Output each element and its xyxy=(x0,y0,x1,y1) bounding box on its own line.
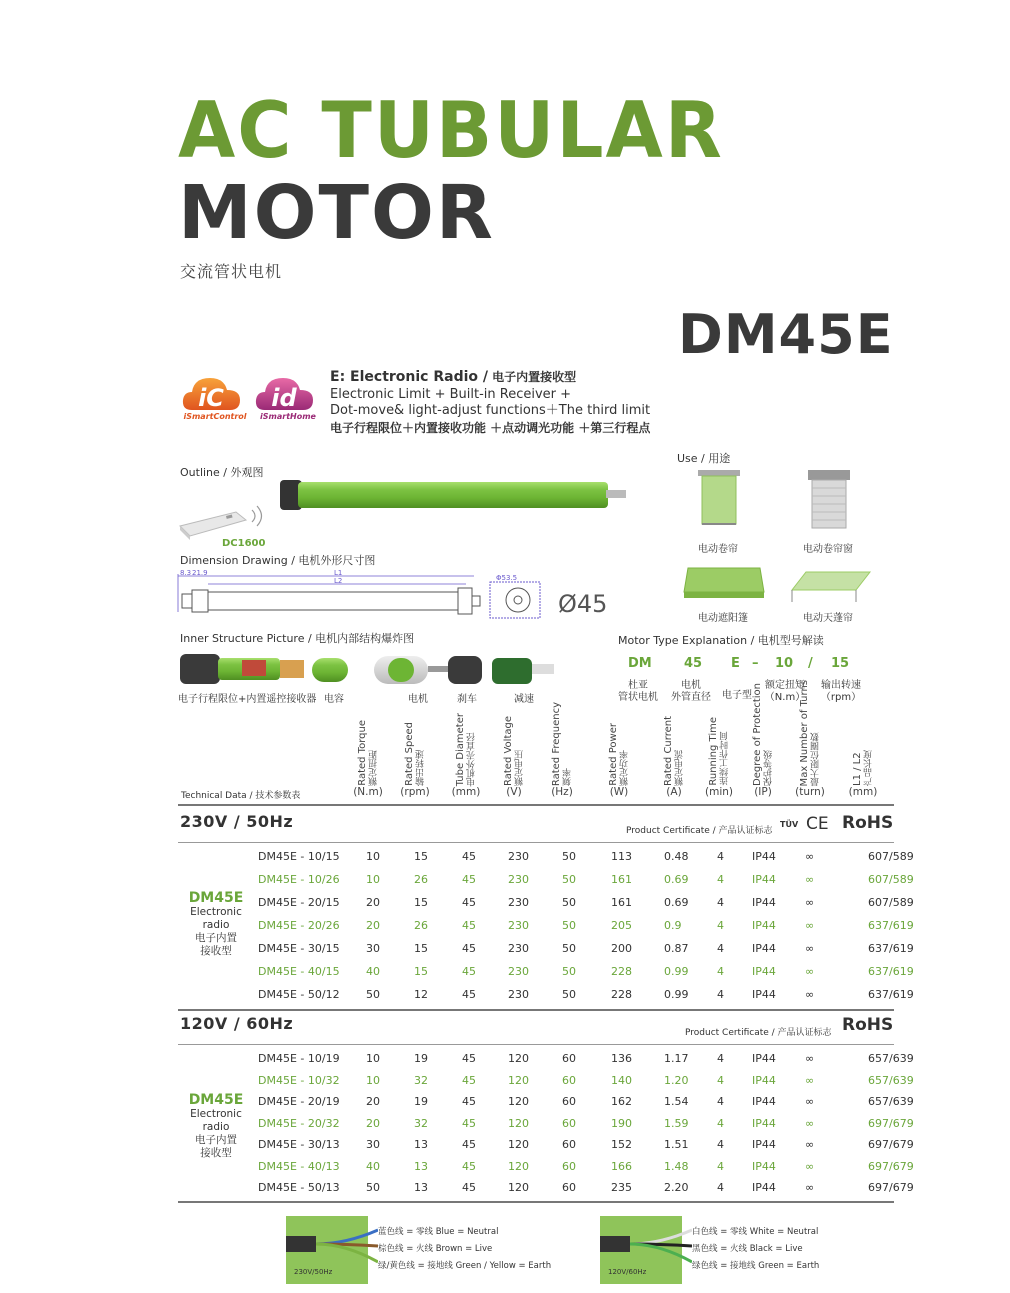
table-cell: 1.54 xyxy=(664,1095,689,1108)
table-row xyxy=(258,938,914,960)
code-15: 15 xyxy=(831,656,850,671)
table-cell: 230 xyxy=(508,919,529,932)
dimension-drawing xyxy=(174,568,620,624)
model-name: DM45E xyxy=(678,303,894,366)
table-cell: DM45E - 10/19 xyxy=(258,1052,340,1065)
table-cell: 13 xyxy=(414,1138,428,1151)
table-cell: 15 xyxy=(414,942,428,955)
table-cell: DM45E - 50/12 xyxy=(258,988,340,1001)
table-cell: 50 xyxy=(562,873,576,886)
table-header-8: Degree of Protection 保护等级 xyxy=(752,683,774,786)
table-cell: IP44 xyxy=(752,919,776,932)
inner-structure-image xyxy=(180,652,560,688)
table-cell: 50 xyxy=(562,988,576,1001)
table-cell: 4 xyxy=(717,1116,724,1130)
table-cell: IP44 xyxy=(752,1073,776,1087)
table-row xyxy=(258,1113,914,1135)
table-cell: 19 xyxy=(414,1052,428,1065)
table-cell: 60 xyxy=(562,1181,576,1194)
table-cell: 0.87 xyxy=(664,942,689,955)
table-cell: ∞ xyxy=(805,1073,815,1087)
tuv-mark-icon: TÜV xyxy=(780,820,799,829)
table-cell: IP44 xyxy=(752,1116,776,1130)
cable-wire xyxy=(316,1230,378,1244)
desc-line-2: Electronic Limit + Built-in Receiver + xyxy=(330,386,572,402)
group-title-0: 230V / 50Hz xyxy=(180,812,294,831)
table-cell: 32 xyxy=(414,1116,428,1130)
table-cell: 697/679 xyxy=(868,1159,914,1173)
table-cell: 0.69 xyxy=(664,873,689,886)
table-cell: 161 xyxy=(611,896,632,909)
table-cell: 637/619 xyxy=(868,965,914,978)
code-slash: / xyxy=(808,656,813,671)
table-cell: 1.51 xyxy=(664,1138,689,1151)
table-cell: 230 xyxy=(508,896,529,909)
code-dash: – xyxy=(752,656,759,671)
cable-plug xyxy=(600,1236,630,1252)
table-cell: 20 xyxy=(366,1095,380,1108)
table-cell: 12 xyxy=(414,988,428,1001)
title-chinese: 交流管状电机 xyxy=(180,262,283,281)
table-row xyxy=(258,1070,914,1092)
table-cell: ∞ xyxy=(805,919,815,932)
use-roller-shutter: 电动卷帘窗 xyxy=(803,544,853,555)
description xyxy=(330,369,650,436)
type-label-electronic: 电子型 xyxy=(722,690,752,701)
table-cell: 45 xyxy=(462,850,476,863)
table-unit-3: (V) xyxy=(506,786,522,798)
label-brake: 刹车 xyxy=(457,694,477,705)
table-row xyxy=(258,1048,914,1070)
table-cell: ∞ xyxy=(805,896,815,909)
table-cell: 697/679 xyxy=(868,1116,914,1130)
table-header-7: Running Time 连续工作时间 xyxy=(708,717,730,786)
table-cell: IP44 xyxy=(752,942,776,955)
table-cell: 32 xyxy=(414,1073,428,1087)
wiring-cable-icon xyxy=(286,1216,378,1276)
table-cell: ∞ xyxy=(805,965,815,978)
table-cell: 230 xyxy=(508,850,529,863)
inner-structure-label: Inner Structure Picture / 电机内部结构爆炸图 xyxy=(180,632,415,645)
table-row xyxy=(258,1156,914,1178)
label-reducer: 减速 xyxy=(514,694,534,705)
table-cell: 30 xyxy=(366,942,380,955)
table-cell: 235 xyxy=(611,1181,632,1194)
table-cell: 607/589 xyxy=(868,873,914,886)
table-cell: 10 xyxy=(366,850,380,863)
dim-8-3: 8.3 xyxy=(180,569,192,577)
table-cell: 20 xyxy=(366,896,380,909)
cert-label-1: Product Certificate / 产品认证标志 xyxy=(685,1028,832,1038)
table-cell: ∞ xyxy=(805,942,815,955)
label-limit-receiver: 电子行程限位+内置遥控接收器 xyxy=(178,694,317,705)
cert-label-0: Product Certificate / 产品认证标志 xyxy=(626,826,773,836)
table-cell: 60 xyxy=(562,1159,576,1173)
table-cell: IP44 xyxy=(752,1181,776,1194)
table-cell: 697/679 xyxy=(868,1138,914,1151)
use-skylight: 电动天蓬帘 xyxy=(803,613,853,624)
table-cell: 4 xyxy=(717,988,724,1001)
table-cell: 113 xyxy=(611,850,632,863)
table-cell: ∞ xyxy=(805,1159,815,1173)
table-cell: 0.9 xyxy=(664,919,682,932)
table-cell: 60 xyxy=(562,1073,576,1087)
table-cell: 120 xyxy=(508,1095,529,1108)
table-row xyxy=(258,915,914,937)
dim-l2: L2 xyxy=(334,577,343,585)
wiring-legend-line: 蓝色线 = 零线 Blue = Neutral xyxy=(378,1227,499,1237)
table-cell: 657/639 xyxy=(868,1052,914,1065)
table-cell: 45 xyxy=(462,965,476,978)
table-cell: 4 xyxy=(717,873,724,886)
table-cell: 0.99 xyxy=(664,965,689,978)
table-header-3: Rated Voltage 额定电压 xyxy=(503,716,525,786)
table-cell: 228 xyxy=(611,965,632,978)
table-cell: 120 xyxy=(508,1073,529,1087)
table-cell: 230 xyxy=(508,942,529,955)
table-cell: 2.20 xyxy=(664,1181,689,1194)
table-cell: 228 xyxy=(611,988,632,1001)
table-cell: 10 xyxy=(366,1052,380,1065)
table-cell: DM45E - 20/15 xyxy=(258,896,340,909)
table-unit-0: (N.m) xyxy=(353,786,383,798)
table-cell: 1.48 xyxy=(664,1159,689,1173)
table-cell: 230 xyxy=(508,873,529,886)
table-cell: 0.69 xyxy=(664,896,689,909)
cable-plug xyxy=(286,1236,316,1252)
table-cell: 60 xyxy=(562,1095,576,1108)
ismarthome-caption: iSmartHome xyxy=(260,412,316,421)
table-row xyxy=(258,984,914,1006)
table-cell: 45 xyxy=(462,988,476,1001)
table-cell: 10 xyxy=(366,1073,380,1087)
tech-data-label: Technical Data / 技术参数表 xyxy=(181,791,301,801)
table-header-6: Rated Current 额定电流 xyxy=(663,715,685,786)
table-cell: 50 xyxy=(562,896,576,909)
dim-phi-45: Ø45 xyxy=(558,590,608,618)
roller-blind-icon xyxy=(696,468,742,534)
table-cell: DM45E - 30/15 xyxy=(258,942,340,955)
table-row xyxy=(258,961,914,983)
type-label-speed: 输出转速 （rpm） xyxy=(820,680,862,703)
table-cell: 45 xyxy=(462,1159,476,1173)
table-row xyxy=(258,1091,914,1113)
wiring-legend-line: 绿/黄色线 = 接地线 Green / Yellow = Earth xyxy=(378,1261,552,1271)
table-cell: 0.99 xyxy=(664,988,689,1001)
table-cell: 607/589 xyxy=(868,850,914,863)
table-cell: 607/589 xyxy=(868,896,914,909)
label-capacitor: 电容 xyxy=(324,694,344,705)
table-cell: 120 xyxy=(508,1159,529,1173)
table-cell: 4 xyxy=(717,1138,724,1151)
table-cell: 4 xyxy=(717,896,724,909)
code-45: 45 xyxy=(684,656,703,671)
table-cell: DM45E - 10/32 xyxy=(258,1073,340,1087)
table-cell: 166 xyxy=(611,1159,632,1173)
code-dm: DM xyxy=(628,656,652,671)
table-cell: 637/619 xyxy=(868,942,914,955)
table-row xyxy=(258,846,914,868)
code-e: E xyxy=(731,656,740,671)
table-cell: DM45E - 50/13 xyxy=(258,1181,340,1194)
table-cell: 230 xyxy=(508,988,529,1001)
table-row xyxy=(258,869,914,891)
type-label-torque: 额定扭矩 （N.m） xyxy=(764,680,806,703)
table-cell: 45 xyxy=(462,1095,476,1108)
table-cell: 45 xyxy=(462,942,476,955)
code-10: 10 xyxy=(775,656,794,671)
header-rule xyxy=(178,804,894,806)
table-cell: 200 xyxy=(611,942,632,955)
table-row xyxy=(258,1177,914,1199)
ismartcontrol-caption: iSmartControl xyxy=(183,412,247,421)
table-cell: DM45E - 40/15 xyxy=(258,965,340,978)
table-cell: 120 xyxy=(508,1181,529,1194)
roller-shutter-icon xyxy=(806,468,852,534)
table-cell: 45 xyxy=(462,896,476,909)
table-cell: 50 xyxy=(366,1181,380,1194)
use-label: Use / 用途 xyxy=(677,452,731,465)
table-cell: 152 xyxy=(611,1138,632,1151)
table-unit-8: (IP) xyxy=(754,786,772,798)
desc-line-3: Dot-move& light-adjust functions＋The third limit xyxy=(330,403,651,418)
table-cell: 1.20 xyxy=(664,1073,689,1087)
table-cell: 19 xyxy=(414,1095,428,1108)
table-cell: 45 xyxy=(462,873,476,886)
table-cell: IP44 xyxy=(752,1138,776,1151)
svg-text:id: id xyxy=(271,384,297,412)
remote-control-icon xyxy=(176,498,272,542)
title-line-2: MOTOR xyxy=(178,170,495,256)
table-cell: ∞ xyxy=(805,1138,815,1151)
awning-icon xyxy=(682,562,766,606)
table-cell: DM45E - 20/32 xyxy=(258,1116,340,1130)
type-label-diameter: 电机 外管直径 xyxy=(671,680,711,703)
table-cell: 4 xyxy=(717,965,724,978)
table-unit-2: (mm) xyxy=(451,786,481,798)
wiring-legend-line: 白色线 = 零线 White = Neutral xyxy=(692,1227,819,1237)
table-cell: ∞ xyxy=(805,1095,815,1108)
table-cell: 4 xyxy=(717,942,724,955)
cable-wire xyxy=(630,1230,692,1244)
wiring-legend-line: 黑色线 = 火线 Black = Live xyxy=(692,1244,803,1254)
table-cell: 60 xyxy=(562,1052,576,1065)
remote-label: DC1600 xyxy=(222,538,266,549)
table-cell: 657/639 xyxy=(868,1073,914,1087)
dimension-label: Dimension Drawing / 电机外形尺寸图 xyxy=(180,554,376,567)
table-cell: 60 xyxy=(562,1138,576,1151)
table-cell: 15 xyxy=(414,965,428,978)
table-cell: IP44 xyxy=(752,896,776,909)
ismartcontrol-logo xyxy=(180,366,250,421)
use-awning: 电动遮阳篷 xyxy=(698,613,748,624)
svg-text:iC: iC xyxy=(198,384,224,412)
table-cell: 45 xyxy=(462,1073,476,1087)
table-cell: 120 xyxy=(508,1052,529,1065)
rohs-mark: RoHS xyxy=(842,813,894,833)
table-cell: 45 xyxy=(462,919,476,932)
wiring-voltage-tag: 120V/60Hz xyxy=(608,1268,647,1276)
wiring-cable-icon xyxy=(600,1216,692,1276)
dim-phi-53: Φ53.5 xyxy=(496,574,518,582)
table-cell: 120 xyxy=(508,1138,529,1151)
table-cell: 50 xyxy=(562,942,576,955)
table-cell: 120 xyxy=(508,1116,529,1130)
table-header-10: L1 / L2 产品长度 xyxy=(852,750,874,786)
table-cell: IP44 xyxy=(752,850,776,863)
table-cell: 162 xyxy=(611,1095,632,1108)
group-side-label: DM45E Electronic radio 电子内置 接收型 xyxy=(188,890,244,957)
table-cell: 45 xyxy=(462,1052,476,1065)
table-cell: 4 xyxy=(717,1052,724,1065)
group-rule-bottom xyxy=(178,1009,894,1011)
motor-type-label: Motor Type Explanation / 电机型号解读 xyxy=(618,634,824,647)
table-cell: 60 xyxy=(562,1116,576,1130)
table-cell: DM45E - 40/13 xyxy=(258,1159,340,1173)
table-cell: 230 xyxy=(508,965,529,978)
table-cell: 637/619 xyxy=(868,919,914,932)
desc-title: E: Electronic Radio / xyxy=(330,369,488,385)
table-header-2: Tube Diameter 电机外壳直径 xyxy=(455,712,477,786)
table-cell: 15 xyxy=(414,850,428,863)
group-side-label: DM45E Electronic radio 电子内置 接收型 xyxy=(188,1092,244,1159)
outline-label: Outline / 外观图 xyxy=(180,466,264,479)
table-unit-5: (W) xyxy=(609,786,629,798)
table-cell: 20 xyxy=(366,1116,380,1130)
skylight-awning-icon xyxy=(786,566,876,606)
table-cell: 13 xyxy=(414,1181,428,1194)
table-cell: 4 xyxy=(717,850,724,863)
table-cell: IP44 xyxy=(752,873,776,886)
table-cell: 50 xyxy=(366,988,380,1001)
table-cell: 50 xyxy=(562,919,576,932)
table-cell: 1.17 xyxy=(664,1052,689,1065)
table-cell: 10 xyxy=(366,873,380,886)
ce-mark-icon: CE xyxy=(806,814,829,834)
table-cell: ∞ xyxy=(805,1181,815,1194)
table-cell: DM45E - 10/26 xyxy=(258,873,340,886)
table-unit-10: (mm) xyxy=(848,786,878,798)
table-header-9: Max Number of Turns 最大限位圈数 xyxy=(799,679,821,786)
table-cell: 40 xyxy=(366,1159,380,1173)
desc-title-cn: 电子内置接收型 xyxy=(488,370,577,384)
table-cell: 20 xyxy=(366,919,380,932)
title-line-1: AC TUBULAR xyxy=(178,85,724,176)
table-unit-7: (min) xyxy=(705,786,733,798)
table-cell: IP44 xyxy=(752,1052,776,1065)
wiring-legend-line: 绿色线 = 接地线 Green = Earth xyxy=(692,1261,820,1271)
use-roller-blind: 电动卷帘 xyxy=(698,544,738,555)
table-cell: ∞ xyxy=(805,1052,815,1065)
wiring-voltage-tag: 230V/50Hz xyxy=(294,1268,333,1276)
table-cell: ∞ xyxy=(805,1116,815,1130)
table-cell: DM45E - 20/26 xyxy=(258,919,340,932)
label-motor: 电机 xyxy=(408,694,428,705)
table-unit-4: (Hz) xyxy=(551,786,573,798)
rohs-mark: RoHS xyxy=(842,1015,894,1035)
table-cell: 50 xyxy=(562,850,576,863)
table-row xyxy=(258,892,914,914)
group-title-1: 120V / 60Hz xyxy=(180,1014,294,1033)
table-cell: 45 xyxy=(462,1116,476,1130)
table-row xyxy=(258,1134,914,1156)
table-cell: 26 xyxy=(414,919,428,932)
wiring-legend-line: 棕色线 = 火线 Brown = Live xyxy=(378,1244,493,1254)
table-cell: 136 xyxy=(611,1052,632,1065)
table-cell: DM45E - 30/13 xyxy=(258,1138,340,1151)
table-cell: 40 xyxy=(366,965,380,978)
motor-outline-image xyxy=(280,480,630,510)
table-cell: 1.59 xyxy=(664,1116,689,1130)
table-cell: 4 xyxy=(717,1159,724,1173)
dim-l1: L1 xyxy=(334,569,343,577)
table-header-0: Rated Torque 额定扭距 xyxy=(357,720,379,786)
table-cell: 45 xyxy=(462,1181,476,1194)
table-cell: 190 xyxy=(611,1116,632,1130)
table-header-4: Rated Frequency 频率 xyxy=(551,701,573,786)
group-rule-top xyxy=(178,1044,894,1045)
table-cell: ∞ xyxy=(805,988,815,1001)
table-cell: 4 xyxy=(717,919,724,932)
table-cell: 637/619 xyxy=(868,988,914,1001)
ismarthome-logo xyxy=(253,366,323,421)
table-cell: 15 xyxy=(414,896,428,909)
table-cell: IP44 xyxy=(752,988,776,1001)
group-rule-top xyxy=(178,842,894,843)
type-label-dooya: 杜亚 管状电机 xyxy=(618,680,658,703)
table-cell: 205 xyxy=(611,919,632,932)
table-cell: DM45E - 20/19 xyxy=(258,1095,340,1108)
table-unit-6: (A) xyxy=(666,786,682,798)
table-cell: 657/639 xyxy=(868,1095,914,1108)
group-rule-bottom xyxy=(178,1201,894,1203)
table-cell: ∞ xyxy=(805,850,815,863)
table-cell: 140 xyxy=(611,1073,632,1087)
dim-21-9: 21.9 xyxy=(192,569,208,577)
table-header-1: Rated Speed 输出转速 xyxy=(404,722,426,786)
table-cell: 13 xyxy=(414,1159,428,1173)
table-header-5: Rated Power 额定功率 xyxy=(608,723,630,786)
table-cell: 50 xyxy=(562,965,576,978)
table-cell: 697/679 xyxy=(868,1181,914,1194)
table-cell: 45 xyxy=(462,1138,476,1151)
table-unit-9: (turn) xyxy=(795,786,825,798)
desc-line-4: 电子行程限位＋内置接收功能 ＋点动调光功能 ＋第三行程点 xyxy=(330,420,651,435)
table-cell: 161 xyxy=(611,873,632,886)
table-cell: 30 xyxy=(366,1138,380,1151)
table-cell: 4 xyxy=(717,1073,724,1087)
table-cell: 4 xyxy=(717,1095,724,1108)
table-cell: DM45E - 10/15 xyxy=(258,850,340,863)
table-cell: ∞ xyxy=(805,873,815,886)
table-cell: IP44 xyxy=(752,1159,776,1173)
table-cell: IP44 xyxy=(752,965,776,978)
table-cell: 0.48 xyxy=(664,850,689,863)
table-cell: IP44 xyxy=(752,1095,776,1108)
table-cell: 4 xyxy=(717,1181,724,1194)
table-unit-1: (rpm) xyxy=(400,786,430,798)
table-cell: 26 xyxy=(414,873,428,886)
